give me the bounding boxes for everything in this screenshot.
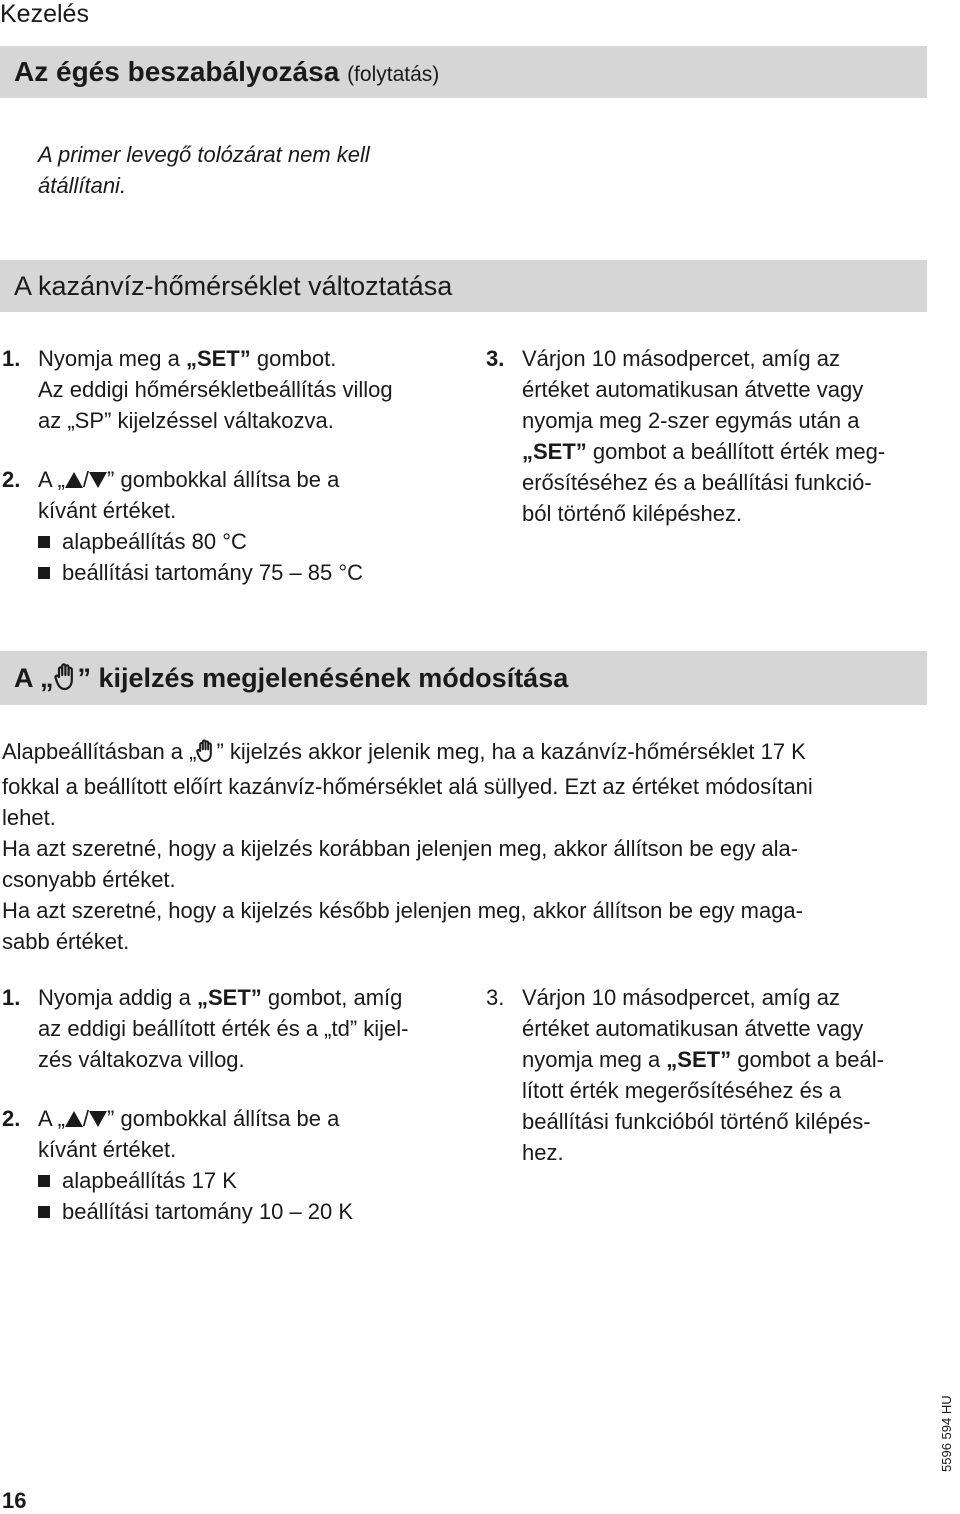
step-text: ” gombokkal állítsa be a <box>107 467 340 492</box>
subsection-title-bar <box>0 260 927 312</box>
section-title <box>14 46 927 101</box>
step-number: 2. <box>2 1106 21 1131</box>
bullet-square-icon <box>38 567 50 579</box>
hand-icon <box>54 655 78 709</box>
step-number: 1. <box>2 346 21 371</box>
para-line <box>2 736 932 771</box>
step-text: Várjon 10 másodpercet, amíg az <box>522 346 840 371</box>
arrow-up-icon <box>65 1111 83 1127</box>
title-text: ” kijelzés megjelenésének módosítása <box>77 663 569 693</box>
bullet-text: beállítási tartomány 10 – 20 K <box>62 1199 354 1224</box>
bullet-item <box>2 526 452 557</box>
paragraph-1 <box>2 736 932 957</box>
step-text: nyomja meg 2-szer egymás után a <box>522 408 860 433</box>
para-line: Ha azt szeretné, hogy a kijelzés korábban jelenjen meg, akkor állítson be egy ala- <box>2 836 799 861</box>
step-text <box>486 1044 931 1075</box>
step-text: gombot a beállított érték meg- <box>586 439 886 464</box>
step-number: 3. <box>486 346 505 371</box>
step-3 <box>486 982 931 1013</box>
step-2: 2. A „ / ” gombokkal állítsa be a <box>2 1103 462 1134</box>
title-text: Az égés beszabályozása <box>14 56 340 87</box>
step-text: értéket automatikusan átvette vagy <box>522 377 864 402</box>
title-subtitle: (folytatás) <box>347 63 440 86</box>
step-text: kívánt értéket. <box>38 498 177 523</box>
arrow-up-icon <box>65 472 83 488</box>
page-number: 16 <box>2 1488 27 1513</box>
bullet-text: alapbeállítás 17 K <box>62 1168 237 1193</box>
step-text: ” gombokkal állítsa be a <box>107 1106 340 1131</box>
note-line: A primer levegő tolózárat nem kell <box>38 142 370 167</box>
document-id-text: 5596 594 HU <box>939 1395 954 1472</box>
note <box>38 139 370 201</box>
step-text: gombot, amíg <box>261 985 403 1010</box>
bullet-square-icon <box>38 1206 50 1218</box>
right-column-steps <box>486 343 931 529</box>
step-2: 2. A „ / ” gombokkal állítsa be a <box>2 464 452 495</box>
set-key-label: „SET” <box>185 346 251 371</box>
step-number: 1. <box>2 985 21 1010</box>
bullet-item <box>2 1196 462 1227</box>
step-number: 2. <box>2 467 21 492</box>
para-line: Ha azt szeretné, hogy a kijelzés később jelenjen meg, akkor állítson be egy maga- <box>2 898 803 923</box>
note-line: átállítani. <box>38 173 127 198</box>
step-text: Nyomja addig a <box>38 985 197 1010</box>
set-key-label: „SET” <box>196 985 262 1010</box>
bullet-item <box>2 1165 462 1196</box>
step-text: gombot a beál- <box>731 1047 884 1072</box>
step-text: kívánt értéket. <box>38 1137 177 1162</box>
set-key-label: „SET” <box>522 439 587 464</box>
bullet-text: alapbeállítás 80 °C <box>62 529 247 554</box>
step-text: erősítéséhez és a beállítási funkció- <box>522 470 872 495</box>
bullet-item <box>2 557 452 588</box>
section-title-bar <box>0 46 927 98</box>
para-line: sabb értéket. <box>2 929 130 954</box>
subsection-title <box>14 651 927 709</box>
step-text: hez. <box>522 1140 564 1165</box>
step-number: 3. <box>486 985 505 1010</box>
step-text: Az eddigi hőmérsékletbeállítás villog <box>38 377 393 402</box>
section-header: Kezelés <box>0 0 89 28</box>
step-1 <box>2 343 452 374</box>
step-3 <box>486 343 931 374</box>
step-text: zés váltakozva villog. <box>38 1047 245 1072</box>
step-text: értéket automatikusan átvette vagy <box>522 1016 864 1041</box>
step-text: A „ <box>38 1106 65 1131</box>
bullet-square-icon <box>38 536 50 548</box>
arrow-down-icon <box>89 472 107 488</box>
bullet-square-icon <box>38 1175 50 1187</box>
bullet-text: beállítási tartomány 75 – 85 °C <box>62 560 364 585</box>
document-id <box>938 1382 956 1472</box>
left-column-steps <box>2 343 452 588</box>
set-key-label: „SET” <box>666 1047 732 1072</box>
para-line: lehet. <box>2 805 56 830</box>
right-column-steps <box>486 982 931 1168</box>
subsection-title-bar <box>0 651 927 705</box>
para-text: ” kijelzés akkor jelenik meg, ha a kazánvíz-hőmérséklet 17 K <box>216 739 806 764</box>
step-text: A „ <box>38 467 65 492</box>
step-text: ból történő kilépéshez. <box>522 501 743 526</box>
arrow-down-icon <box>89 1111 107 1127</box>
para-text: Alapbeállításban a „ <box>2 739 197 764</box>
step-1 <box>2 982 462 1013</box>
step-text: az „SP” kijelzéssel váltakozva. <box>38 408 334 433</box>
step-text: az eddigi beállított érték és a „td” kijel- <box>38 1016 409 1041</box>
step-text: Várjon 10 másodpercet, amíg az <box>522 985 840 1010</box>
step-text: nyomja meg a <box>522 1047 667 1072</box>
hand-icon <box>196 739 216 771</box>
para-line: csonyabb értéket. <box>2 867 176 892</box>
para-line: fokkal a beállított előírt kazánvíz-hőmérséklet alá süllyed. Ezt az értéket módosítani <box>2 774 813 799</box>
step-text: beállítási funkcióból történő kilépés- <box>522 1109 871 1134</box>
step-text <box>486 436 931 467</box>
subsection-title: A kazánvíz-hőmérséklet változtatása <box>14 271 453 301</box>
step-text: Nyomja meg a <box>38 346 186 371</box>
step-text: lított érték megerősítéséhez és a <box>522 1078 842 1103</box>
left-column-steps <box>2 982 462 1227</box>
title-text: A „ <box>14 663 54 693</box>
step-text: gombot. <box>250 346 337 371</box>
